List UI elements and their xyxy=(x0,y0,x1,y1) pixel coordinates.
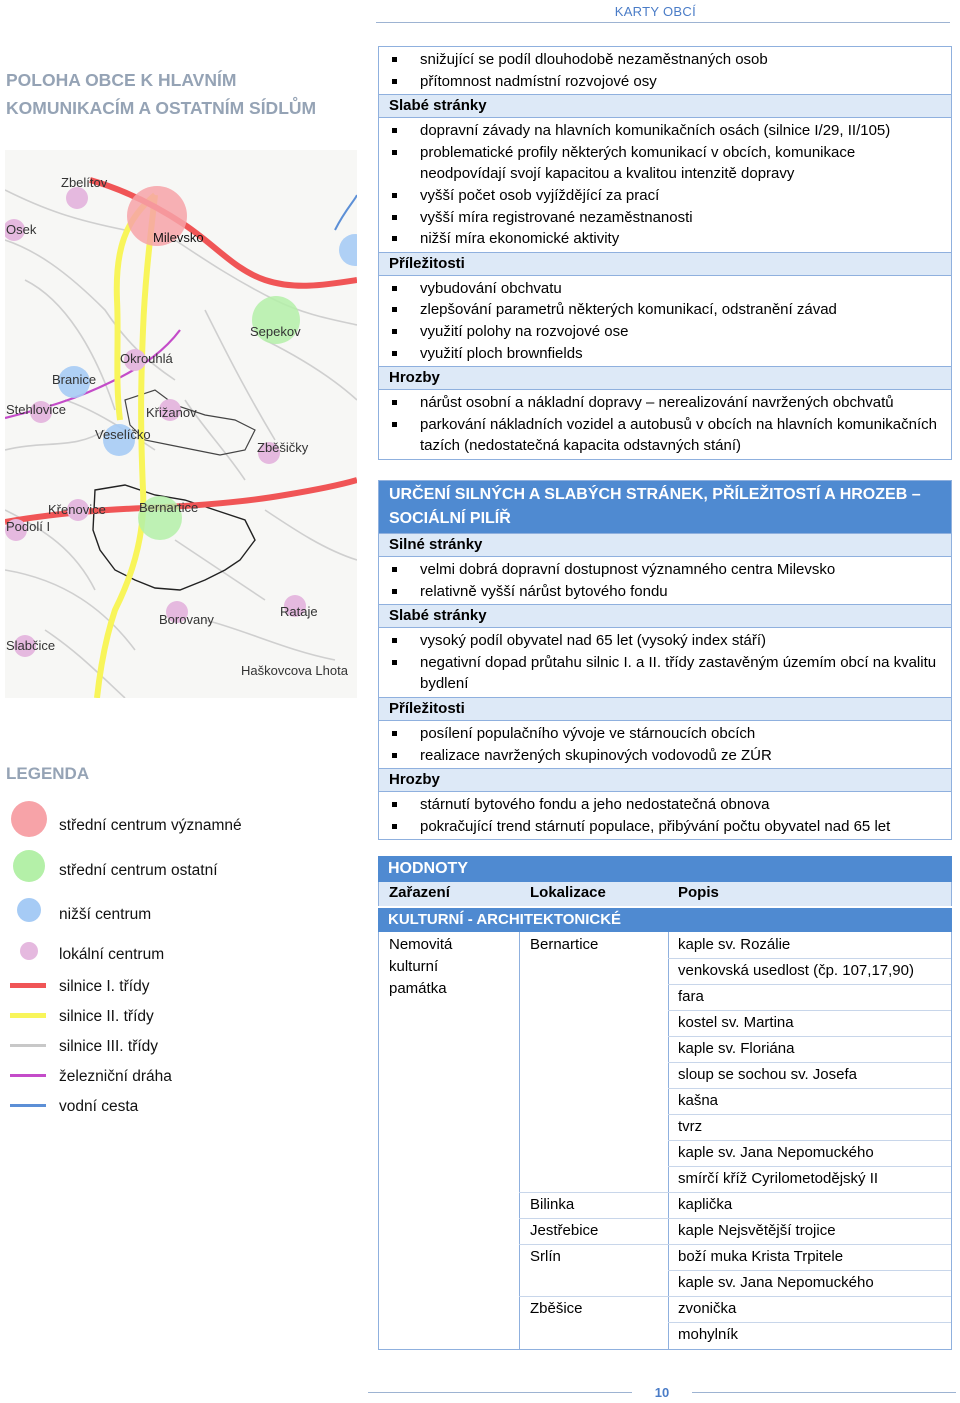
map-label-krenovice: Křenovice xyxy=(48,502,106,517)
swot-table-economic xyxy=(378,46,952,460)
strengths-continued-list xyxy=(379,47,951,94)
row-divider xyxy=(519,1296,951,1297)
list-item: posílení populačního vývoje ve stárnoucích obcích xyxy=(379,723,951,745)
row-divider xyxy=(668,984,951,985)
legend-item xyxy=(5,976,355,1004)
description-cell: tvrz xyxy=(678,1118,703,1135)
list-item: vyšší počet osob vyjíždějící za prací xyxy=(379,185,951,207)
legend-title: LEGENDA xyxy=(6,764,90,783)
legend-item xyxy=(5,848,355,879)
list-item: nárůst osobní a nákladní dopravy – nerealizování navržených obchvatů xyxy=(379,392,951,414)
description-cell: kostel sv. Martina xyxy=(678,1014,794,1031)
values-table-header xyxy=(378,882,952,906)
map-label-krizanov: Křižanov xyxy=(146,405,197,420)
list-item: negativní dopad průtahu silnic I. a II. třídy zastavěným územím obcí na kvalitu bydlení xyxy=(379,652,951,695)
list-item: parkování nákladních vozidel a autobusů v obcích na hlavních komunikačních tazích (nedostatečná kapacita odstavných stání) xyxy=(379,414,951,457)
map-label-zbelitov: Zbelítov xyxy=(61,175,108,190)
section-strengths: Silné stránky xyxy=(379,533,951,557)
legend-line-icon xyxy=(10,983,46,988)
column-header-category: Zařazení xyxy=(389,884,450,901)
location-cell: Bernartice xyxy=(530,936,599,953)
list-item: využití polohy na rozvojové ose xyxy=(379,321,951,343)
weaknesses-list xyxy=(379,118,951,252)
list-item: vybudování obchvatu xyxy=(379,278,951,300)
list-item: využití ploch brownfields xyxy=(379,343,951,365)
swot-table-social xyxy=(378,480,952,840)
legend-line-icon xyxy=(10,1074,46,1077)
threats-list xyxy=(379,390,951,459)
legend-label: silnice I. třídy xyxy=(59,978,150,995)
list-item: přítomnost nadmístní rozvojové osy xyxy=(379,71,951,93)
weaknesses-list xyxy=(379,628,951,697)
legend-label: nižší centrum xyxy=(59,906,152,923)
legend-item xyxy=(5,1036,355,1064)
description-cell: kaple sv. Floriána xyxy=(678,1040,795,1057)
row-divider xyxy=(668,1088,951,1089)
row-divider xyxy=(519,1192,951,1193)
legend-line-icon xyxy=(10,1044,46,1047)
description-cell: kaple Nejsvětější trojice xyxy=(678,1222,836,1239)
list-item: problematické profily některých komunikací v obcích, komunikace neodpovídají svojí kapacitou a kvalitou intenzitě dopravy xyxy=(379,142,951,185)
location-cell: Zběšice xyxy=(530,1300,583,1317)
list-item: stárnutí bytového fondu a jeho nedostatečná obnova xyxy=(379,794,951,816)
legend-label: střední centrum významné xyxy=(59,817,242,834)
list-item: pokračující trend stárnutí populace, přibývání počtu obyvatel nad 65 let xyxy=(379,816,951,838)
row-divider xyxy=(519,1218,951,1219)
list-item: vyšší míra registrované nezaměstnanosti xyxy=(379,207,951,229)
header-divider xyxy=(376,22,950,23)
legend-circle-icon xyxy=(13,850,45,882)
map-label-zbesicky: Zběšičky xyxy=(257,440,309,455)
list-item: snižující se podíl dlouhodobě nezaměstnaných osob xyxy=(379,49,951,71)
legend-label: železniční dráha xyxy=(59,1068,172,1085)
row-divider xyxy=(668,1062,951,1063)
column-header-description: Popis xyxy=(678,884,719,901)
footer-divider-right xyxy=(692,1392,956,1393)
legend-label: vodní cesta xyxy=(59,1098,139,1115)
legend-item xyxy=(5,1096,355,1124)
section-opportunities: Příležitosti xyxy=(379,697,951,721)
list-item: nižší míra ekonomické aktivity xyxy=(379,228,951,250)
legend-label: lokální centrum xyxy=(59,946,165,963)
footer-divider-left xyxy=(368,1392,632,1393)
strengths-list xyxy=(379,557,951,604)
legend-line-icon xyxy=(10,1013,46,1018)
description-cell: zvonička xyxy=(678,1300,737,1317)
legend-circle-icon xyxy=(11,801,47,837)
map-label-podoli: Podolí I xyxy=(6,519,51,534)
legend-circle-icon xyxy=(17,898,41,922)
map-label-branice: Branice xyxy=(52,372,97,387)
row-divider xyxy=(668,1114,951,1115)
row-divider xyxy=(668,1010,951,1011)
page-number: 10 xyxy=(654,1385,670,1400)
description-cell: kaple sv. Rozálie xyxy=(678,936,791,953)
description-cell: sloup se sochou sv. Josefa xyxy=(678,1066,857,1083)
map-label-sepekov: Sepekov xyxy=(250,324,301,339)
map-label-veselicko: Veselíčko xyxy=(95,427,151,442)
values-table-title: HODNOTY xyxy=(378,856,952,882)
map-label-borovany: Borovany xyxy=(159,612,214,627)
list-item: relativně vyšší nárůst bytového fondu xyxy=(379,581,951,603)
list-item: velmi dobrá dopravní dostupnost významného centra Milevsko xyxy=(379,559,951,581)
list-item: dopravní závady na hlavních komunikačních osách (silnice I/29, II/105) xyxy=(379,120,951,142)
description-cell: mohylník xyxy=(678,1326,739,1343)
map-label-stehlovice: Stehlovice xyxy=(6,402,66,417)
location-cell: Bilinka xyxy=(530,1196,575,1213)
social-pillar-title: URČENÍ SILNÝCH A SLABÝCH STRÁNEK, PŘÍLEŽITOSTÍ A HROZEB – SOCIÁLNÍ PILÍŘ xyxy=(379,481,951,533)
location-cell: Jestřebice xyxy=(530,1222,599,1239)
description-cell: kaple sv. Jana Nepomuckého xyxy=(678,1144,874,1161)
description-cell: kašna xyxy=(678,1092,719,1109)
description-cell: boží muka Krista Trpitele xyxy=(678,1248,844,1265)
list-item: zlepšování parametrů některých komunikací, odstranění závad xyxy=(379,299,951,321)
row-divider xyxy=(519,1244,951,1245)
map-graphic xyxy=(5,150,357,698)
legend-label: silnice II. třídy xyxy=(59,1008,154,1025)
header-title: KARTY OBCÍ xyxy=(614,4,696,19)
list-item: realizace navržených skupinových vodovodů ze ZÚR xyxy=(379,745,951,767)
map-label-bernartice: Bernartice xyxy=(139,500,199,515)
section-threats: Hrozby xyxy=(379,768,951,792)
map-label-rataje: Rataje xyxy=(280,604,318,619)
legend-item xyxy=(5,940,355,968)
section-weaknesses: Slabé stránky xyxy=(379,604,951,628)
threats-list xyxy=(379,792,951,839)
row-divider xyxy=(668,1140,951,1141)
row-divider xyxy=(668,1036,951,1037)
column-header-location: Lokalizace xyxy=(530,884,606,901)
row-divider xyxy=(668,1166,951,1167)
location-map xyxy=(5,150,357,698)
section-threats: Hrozby xyxy=(379,366,951,390)
map-label-okrouhla: Okrouhlá xyxy=(120,351,173,366)
description-cell: kaple sv. Jana Nepomuckého xyxy=(678,1274,874,1291)
row-divider xyxy=(668,958,951,959)
opportunities-list xyxy=(379,276,951,366)
map-label-haskovcova-lhota: Haškovcova Lhota xyxy=(241,663,348,678)
opportunities-list xyxy=(379,721,951,768)
row-divider xyxy=(668,1270,951,1271)
legend-line-icon xyxy=(10,1104,46,1107)
location-cell: Srlín xyxy=(530,1248,561,1265)
description-cell: smírčí kříž Cyrilometodějský II xyxy=(678,1170,879,1187)
legend-item xyxy=(5,1066,355,1094)
legend-label: silnice III. třídy xyxy=(59,1038,159,1055)
map-label-slabcice: Slabčice xyxy=(6,638,56,653)
section-opportunities: Příležitosti xyxy=(379,252,951,276)
values-table-body xyxy=(378,932,952,1350)
map-section-title: POLOHA OBCE K HLAVNÍM KOMUNIKACÍM A OSTATNÍM SÍDLŮM xyxy=(6,70,317,118)
map-label-osek: Osek xyxy=(6,222,37,237)
legend-circle-icon xyxy=(20,942,38,960)
description-cell: fara xyxy=(678,988,704,1005)
list-item: vysoký podíl obyvatel nad 65 let (vysoký index stáří) xyxy=(379,630,951,652)
map-label-milevsko: Milevsko xyxy=(153,230,204,245)
row-divider xyxy=(668,1322,951,1323)
description-cell: kaplička xyxy=(678,1196,733,1213)
legend-label: střední centrum ostatní xyxy=(59,862,218,879)
legend-item xyxy=(5,1006,355,1034)
legend-item xyxy=(5,800,355,834)
values-section-cultural: KULTURNÍ - ARCHITEKTONICKÉ xyxy=(378,908,952,932)
section-weaknesses: Slabé stránky xyxy=(379,94,951,118)
description-cell: venkovská usedlost (čp. 107,17,90) xyxy=(678,962,914,979)
legend-item xyxy=(5,896,355,924)
category-cell: Nemovitá kulturní památka xyxy=(389,936,453,997)
